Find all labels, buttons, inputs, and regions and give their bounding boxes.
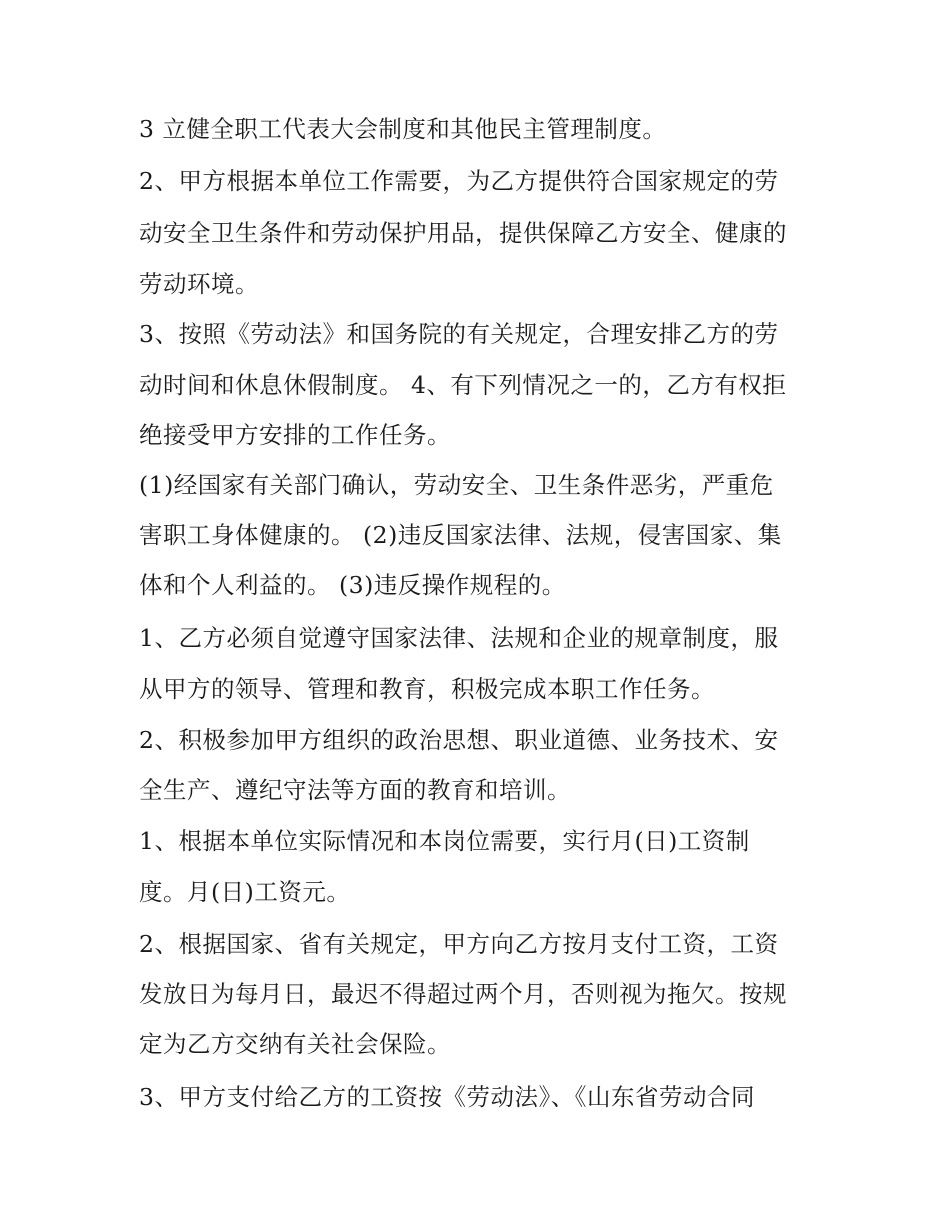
text-line: 3、按照《劳动法》和国务院的有关规定，合理安排乙方的劳 bbox=[139, 320, 779, 348]
text-line: 3 立健全职工代表大会制度和其他民主管理制度。 bbox=[139, 115, 667, 143]
text-line: 1、乙方必须自觉遵守国家法律、法规和企业的规章制度，服 bbox=[139, 624, 779, 652]
text-line: 从甲方的领导、管理和教育，积极完成本职工作任务。 bbox=[139, 675, 715, 703]
text-line: 1、根据本单位实际情况和本岗位需要，实行月(日)工资制 bbox=[139, 827, 750, 855]
text-line: 度。月(日)工资元。 bbox=[139, 878, 351, 906]
text-line: (1)经国家有关部门确认，劳动安全、卫生条件恶劣，严重危 bbox=[139, 471, 774, 499]
text-line: 劳动环境。 bbox=[139, 270, 259, 298]
text-line: 绝接受甲方安排的工作任务。 bbox=[139, 421, 451, 449]
text-line: 体和个人利益的。 (3)违反操作规程的。 bbox=[139, 571, 566, 599]
text-line: 2、甲方根据本单位工作需要，为乙方提供符合国家规定的劳 bbox=[139, 167, 779, 195]
text-line: 害职工身体健康的。 (2)违反国家法律、法规，侵害国家、集 bbox=[139, 521, 782, 549]
text-line: 定为乙方交纳有关社会保险。 bbox=[139, 1030, 451, 1058]
text-line: 3、甲方支付给乙方的工资按《劳动法》、《山东省劳动合同 bbox=[139, 1083, 755, 1111]
text-line: 全生产、遵纪守法等方面的教育和培训。 bbox=[139, 776, 571, 804]
text-line: 2、根据国家、省有关规定，甲方向乙方按月支付工资，工资 bbox=[139, 930, 779, 958]
text-line: 发放日为每月日，最迟不得超过两个月，否则视为拖欠。按规 bbox=[139, 980, 787, 1008]
text-line: 动安全卫生条件和劳动保护用品，提供保障乙方安全、健康的 bbox=[139, 219, 787, 247]
text-line: 2、积极参加甲方组织的政治思想、职业道德、业务技术、安 bbox=[139, 726, 779, 754]
text-line: 动时间和休息休假制度。 4、有下列情况之一的，乙方有权拒 bbox=[139, 371, 787, 399]
